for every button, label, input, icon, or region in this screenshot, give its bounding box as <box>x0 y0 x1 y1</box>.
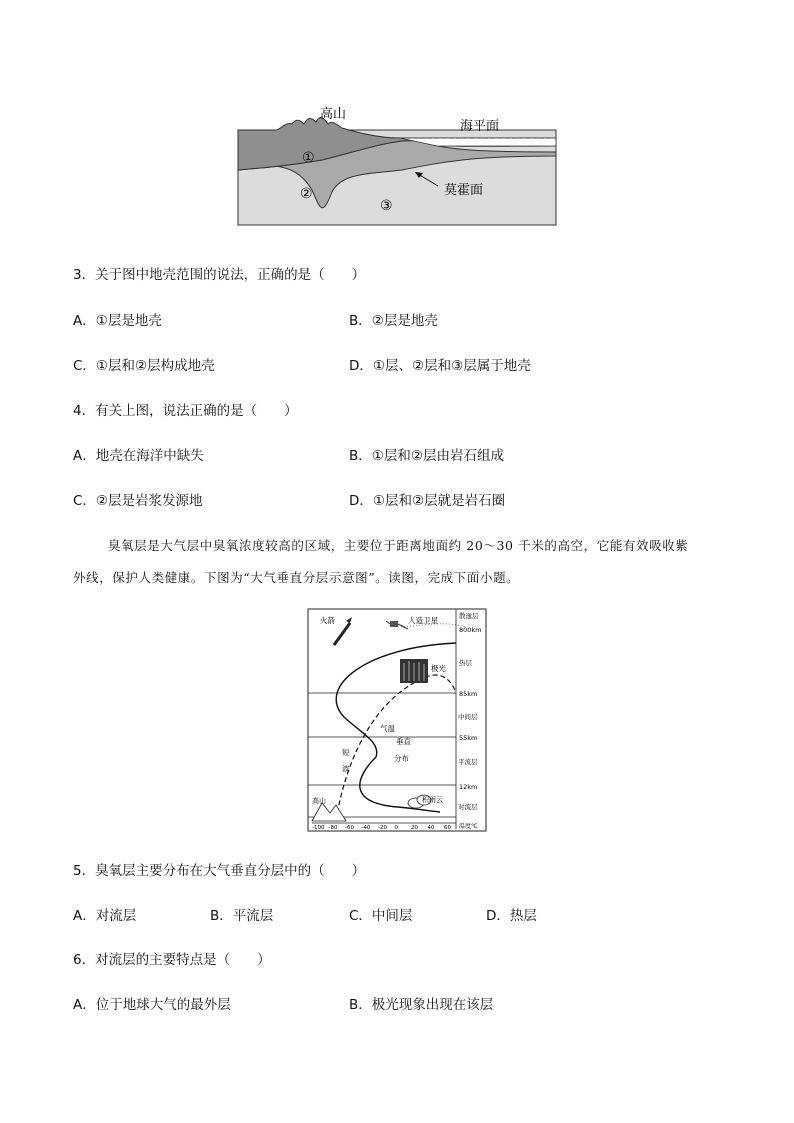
km-55-label: 55km <box>459 734 478 742</box>
temp-curve-label: 气温 <box>380 724 395 733</box>
passage-line-1: 臭氧层是大气层中臭氧浓度较高的区域，主要位于距离地面约 20～30 千米的高空，它能有效吸收紫 <box>108 538 689 553</box>
q5-stem: 5．臭氧层主要分布在大气垂直分层中的（ ） <box>73 863 366 879</box>
q3-stem: 3．关于图中地壳范围的说法，正确的是（ ） <box>73 267 366 283</box>
q4-option-b: B．①层和②层由岩石组成 <box>349 448 504 464</box>
x-unit-label: 温度℃ <box>459 823 478 830</box>
q3-option-a: A．①层是地壳 <box>73 313 162 329</box>
troposphere-label: 对流层 <box>458 803 478 811</box>
stratosphere-label: 平流层 <box>458 758 478 766</box>
x-tick-label: -40 <box>361 825 371 831</box>
q6-option-a: A．位于地球大气的最外层 <box>73 997 231 1013</box>
x-tick-label: -80 <box>328 825 338 831</box>
cloud-label: 积雨云 <box>422 796 443 804</box>
aurora-label: 极光 <box>431 664 446 673</box>
mountain-label: 高山 <box>312 797 326 805</box>
km-800-label: 800km <box>459 626 482 634</box>
q3-option-d: D．①层、②层和③层属于地壳 <box>349 358 531 374</box>
x-tick-label: 20 <box>411 825 418 831</box>
q5-option-a: A．对流层 <box>73 908 137 924</box>
q5-option-d: D．热层 <box>486 908 537 924</box>
x-tick-label: 0 <box>394 825 398 831</box>
x-tick-label: -100 <box>312 825 325 831</box>
q3-option-b: B．②层是地壳 <box>349 313 438 329</box>
moho-label: 莫霍面 <box>444 183 484 198</box>
x-tick-label: 60 <box>444 825 451 831</box>
distribution-label: 分布 <box>394 754 409 763</box>
q4-option-a: A．地壳在海洋中缺失 <box>73 448 204 464</box>
exosphere-label: 散逸层 <box>459 612 479 620</box>
q6-stem: 6．对流层的主要特点是（ ） <box>73 952 271 968</box>
x-tick-label: -60 <box>345 825 354 831</box>
sea-level-label: 海平面 <box>460 119 500 134</box>
thermosphere-label: 热层 <box>459 659 472 667</box>
rocket-label: 火箭 <box>320 616 335 625</box>
short-label: 短 <box>342 748 350 757</box>
layer-3-label: ③ <box>380 198 393 214</box>
satellite-label: 人造卫星 <box>408 616 438 625</box>
x-tick-label: 40 <box>427 825 435 831</box>
wave-label: 波 <box>342 764 350 773</box>
q5-option-c: C．中间层 <box>349 908 413 924</box>
q3-option-c: C．①层和②层构成地壳 <box>73 358 215 374</box>
mountain-label: 高山 <box>320 107 347 122</box>
x-tick-label: -20 <box>378 825 387 831</box>
vertical-label: 垂直 <box>396 737 411 746</box>
km-12-label: 12km <box>459 783 478 791</box>
layer-2-label: ② <box>300 186 313 202</box>
x-axis-ticks <box>312 825 451 831</box>
q6-option-b: B．极光现象出现在该层 <box>349 997 494 1013</box>
km-85-label: 85km <box>459 690 478 698</box>
q5-option-b: B．平流层 <box>210 908 274 924</box>
q4-option-d: D．①层和②层就是岩石圈 <box>349 493 506 509</box>
q4-option-c: C．②层是岩浆发源地 <box>73 493 203 509</box>
crust-section-figure <box>232 100 562 230</box>
layer-1-label: ① <box>302 150 315 166</box>
q4-stem: 4．有关上图，说法正确的是（ ） <box>73 403 298 419</box>
atmosphere-layers-figure <box>306 607 488 833</box>
mesosphere-label: 中间层 <box>458 713 478 721</box>
passage-line-2: 外线，保护人类健康。下图为“大气垂直分层示意图”。读图，完成下面小题。 <box>73 570 520 585</box>
